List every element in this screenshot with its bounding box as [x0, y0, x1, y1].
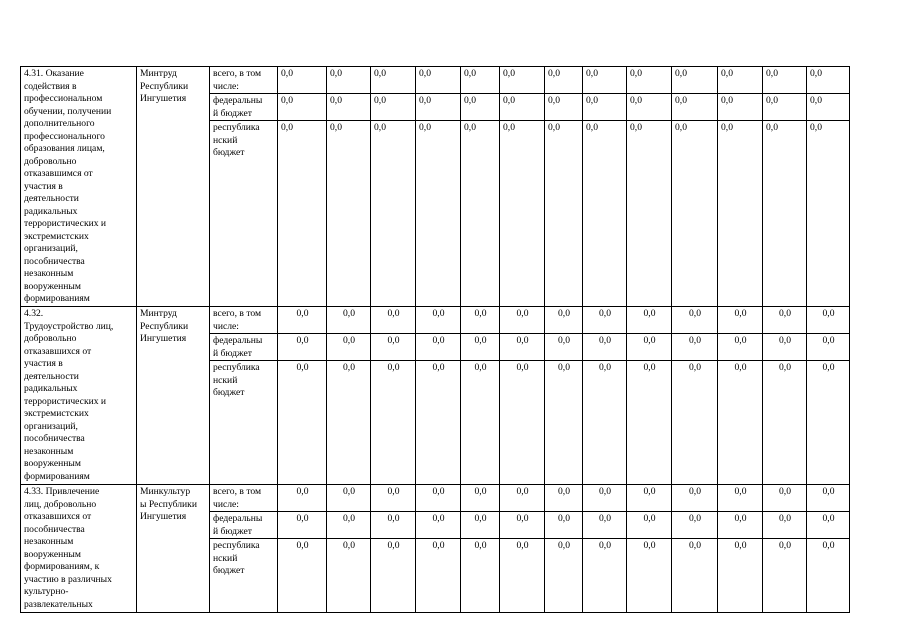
- value-cell: 0,0: [763, 67, 807, 94]
- value-cell: 0,0: [278, 539, 327, 613]
- value-cell: 0,0: [371, 512, 416, 539]
- value-cell: 0,0: [763, 307, 807, 334]
- value-cell: 0,0: [583, 512, 627, 539]
- value-cell: 0,0: [327, 334, 371, 361]
- value-cell: 0,0: [583, 67, 627, 94]
- budget-table: [20, 66, 850, 613]
- value-cell: 0,0: [545, 94, 583, 121]
- value-cell: 0,0: [500, 539, 545, 613]
- value-cell: 0,0: [672, 539, 718, 613]
- value-cell: 0,0: [416, 307, 461, 334]
- value-cell: 0,0: [416, 121, 461, 307]
- value-cell: 0,0: [545, 361, 583, 485]
- value-cell: 0,0: [807, 307, 850, 334]
- value-cell: 0,0: [371, 121, 416, 307]
- funding-source: федеральны й бюджет: [210, 94, 278, 121]
- funding-source: республика нский бюджет: [210, 539, 278, 613]
- value-cell: 0,0: [416, 94, 461, 121]
- value-cell: 0,0: [583, 334, 627, 361]
- value-cell: 0,0: [627, 334, 672, 361]
- value-cell: 0,0: [583, 485, 627, 512]
- value-cell: 0,0: [500, 67, 545, 94]
- responsible-agency: Минтруд Республики Ингушетия: [137, 67, 210, 307]
- value-cell: 0,0: [763, 539, 807, 613]
- value-cell: 0,0: [278, 67, 327, 94]
- value-cell: 0,0: [807, 94, 850, 121]
- value-cell: 0,0: [500, 307, 545, 334]
- value-cell: 0,0: [327, 539, 371, 613]
- table-row: [21, 485, 850, 512]
- value-cell: 0,0: [583, 539, 627, 613]
- value-cell: 0,0: [627, 361, 672, 485]
- value-cell: 0,0: [461, 121, 500, 307]
- value-cell: 0,0: [545, 512, 583, 539]
- value-cell: 0,0: [278, 307, 327, 334]
- value-cell: 0,0: [718, 361, 763, 485]
- value-cell: 0,0: [278, 485, 327, 512]
- funding-source: всего, в том числе:: [210, 67, 278, 94]
- value-cell: 0,0: [718, 334, 763, 361]
- value-cell: 0,0: [583, 307, 627, 334]
- value-cell: 0,0: [718, 307, 763, 334]
- value-cell: 0,0: [278, 512, 327, 539]
- measure-name: 4.32. Трудоустройство лиц, добровольно отказавшихся от участия в деятельности радикальных террористических и экстремистских организаций, пособничества незаконным вооруженным формированиям: [21, 307, 137, 485]
- value-cell: 0,0: [500, 485, 545, 512]
- value-cell: 0,0: [672, 121, 718, 307]
- value-cell: 0,0: [327, 361, 371, 485]
- measure-name: 4.31. Оказание содействия в профессиональном обучении, получении дополнительного профессионального образования лицам, добровольно отказавшимся от участия в деятельности радикальных террористических и экстремистских организаций, пособничества незаконным вооруженным формированиям: [21, 67, 137, 307]
- value-cell: 0,0: [807, 121, 850, 307]
- value-cell: 0,0: [545, 334, 583, 361]
- table-row: [21, 307, 850, 334]
- value-cell: 0,0: [371, 361, 416, 485]
- value-cell: 0,0: [718, 94, 763, 121]
- value-cell: 0,0: [327, 307, 371, 334]
- value-cell: 0,0: [545, 67, 583, 94]
- value-cell: 0,0: [807, 361, 850, 485]
- value-cell: 0,0: [545, 121, 583, 307]
- value-cell: 0,0: [327, 94, 371, 121]
- value-cell: 0,0: [672, 361, 718, 485]
- value-cell: 0,0: [461, 334, 500, 361]
- value-cell: 0,0: [627, 512, 672, 539]
- value-cell: 0,0: [672, 307, 718, 334]
- value-cell: 0,0: [278, 121, 327, 307]
- value-cell: 0,0: [627, 539, 672, 613]
- value-cell: 0,0: [807, 512, 850, 539]
- value-cell: 0,0: [763, 361, 807, 485]
- table-body: [21, 67, 850, 613]
- funding-source: федеральны й бюджет: [210, 512, 278, 539]
- value-cell: 0,0: [718, 512, 763, 539]
- value-cell: 0,0: [416, 67, 461, 94]
- value-cell: 0,0: [416, 539, 461, 613]
- value-cell: 0,0: [416, 334, 461, 361]
- value-cell: 0,0: [371, 307, 416, 334]
- value-cell: 0,0: [461, 307, 500, 334]
- value-cell: 0,0: [327, 121, 371, 307]
- value-cell: 0,0: [371, 94, 416, 121]
- value-cell: 0,0: [371, 539, 416, 613]
- value-cell: 0,0: [278, 334, 327, 361]
- value-cell: 0,0: [627, 307, 672, 334]
- value-cell: 0,0: [545, 539, 583, 613]
- value-cell: 0,0: [807, 334, 850, 361]
- value-cell: 0,0: [763, 121, 807, 307]
- measure-name: 4.33. Привлечение лиц, добровольно отказавшихся от пособничества незаконным вооруженным формированиям, к участию в различных культурно- развлекательных: [21, 485, 137, 613]
- value-cell: 0,0: [718, 121, 763, 307]
- value-cell: 0,0: [672, 67, 718, 94]
- value-cell: 0,0: [807, 485, 850, 512]
- value-cell: 0,0: [583, 94, 627, 121]
- value-cell: 0,0: [672, 512, 718, 539]
- value-cell: 0,0: [461, 94, 500, 121]
- value-cell: 0,0: [461, 539, 500, 613]
- value-cell: 0,0: [500, 361, 545, 485]
- value-cell: 0,0: [583, 121, 627, 307]
- value-cell: 0,0: [627, 485, 672, 512]
- responsible-agency: Минтруд Республики Ингушетия: [137, 307, 210, 485]
- value-cell: 0,0: [718, 539, 763, 613]
- value-cell: 0,0: [763, 485, 807, 512]
- value-cell: 0,0: [500, 94, 545, 121]
- value-cell: 0,0: [718, 485, 763, 512]
- value-cell: 0,0: [461, 67, 500, 94]
- value-cell: 0,0: [672, 94, 718, 121]
- value-cell: 0,0: [672, 485, 718, 512]
- value-cell: 0,0: [327, 67, 371, 94]
- table-row: [21, 67, 850, 94]
- value-cell: 0,0: [627, 94, 672, 121]
- funding-source: республика нский бюджет: [210, 361, 278, 485]
- value-cell: 0,0: [461, 485, 500, 512]
- value-cell: 0,0: [461, 512, 500, 539]
- value-cell: 0,0: [763, 334, 807, 361]
- value-cell: 0,0: [278, 361, 327, 485]
- value-cell: 0,0: [371, 334, 416, 361]
- funding-source: федеральны й бюджет: [210, 334, 278, 361]
- value-cell: 0,0: [672, 334, 718, 361]
- value-cell: 0,0: [416, 485, 461, 512]
- value-cell: 0,0: [278, 94, 327, 121]
- value-cell: 0,0: [461, 361, 500, 485]
- value-cell: 0,0: [545, 485, 583, 512]
- value-cell: 0,0: [718, 67, 763, 94]
- value-cell: 0,0: [763, 94, 807, 121]
- value-cell: 0,0: [327, 485, 371, 512]
- value-cell: 0,0: [500, 512, 545, 539]
- funding-source: республика нский бюджет: [210, 121, 278, 307]
- value-cell: 0,0: [416, 512, 461, 539]
- value-cell: 0,0: [371, 67, 416, 94]
- value-cell: 0,0: [583, 361, 627, 485]
- value-cell: 0,0: [807, 67, 850, 94]
- funding-source: всего, в том числе:: [210, 307, 278, 334]
- value-cell: 0,0: [627, 121, 672, 307]
- funding-source: всего, в том числе:: [210, 485, 278, 512]
- value-cell: 0,0: [500, 334, 545, 361]
- value-cell: 0,0: [627, 67, 672, 94]
- value-cell: 0,0: [327, 512, 371, 539]
- value-cell: 0,0: [416, 361, 461, 485]
- responsible-agency: Минкультур ы Республики Ингушетия: [137, 485, 210, 613]
- value-cell: 0,0: [763, 512, 807, 539]
- value-cell: 0,0: [500, 121, 545, 307]
- value-cell: 0,0: [371, 485, 416, 512]
- value-cell: 0,0: [545, 307, 583, 334]
- value-cell: 0,0: [807, 539, 850, 613]
